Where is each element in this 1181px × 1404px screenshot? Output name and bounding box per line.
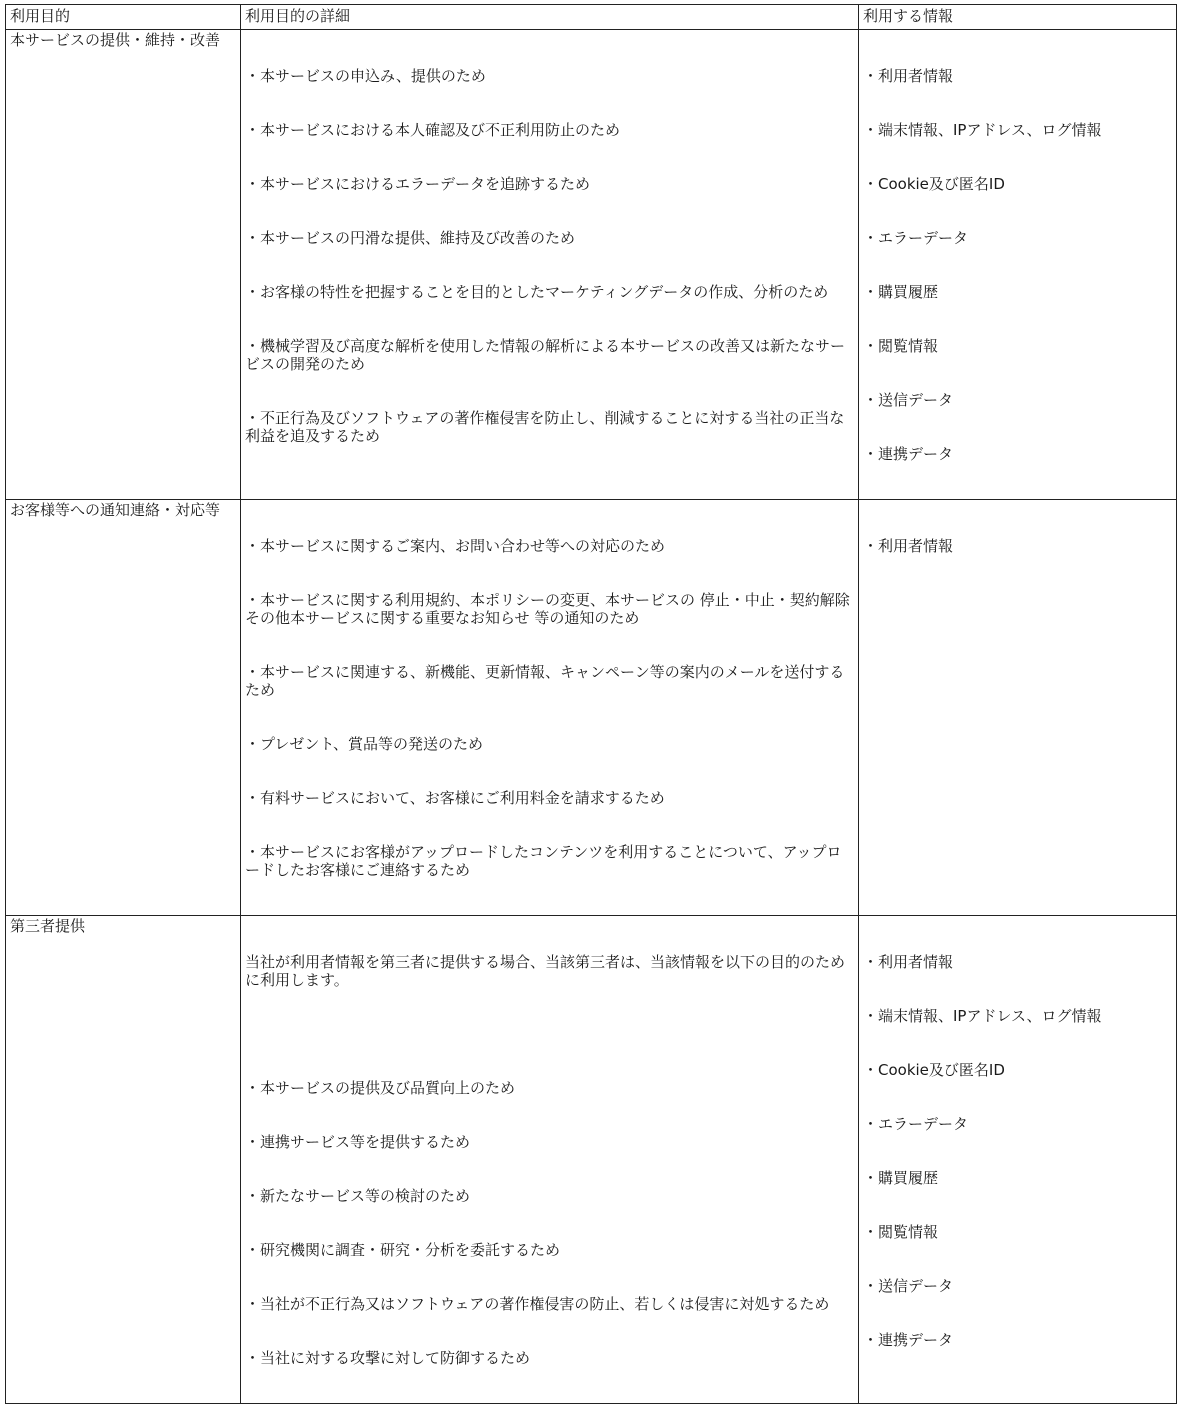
detail-item: ・本サービスに関連する、新機能、更新情報、キャンペーン等の案内のメールを送付するため xyxy=(245,663,845,699)
spacer xyxy=(245,1025,854,1043)
info-item: ・送信データ xyxy=(863,391,954,409)
info-item: ・Cookie及び匿名ID xyxy=(863,1061,1005,1079)
header-purpose: 利用目的 xyxy=(6,5,241,30)
info-item: ・購買履歴 xyxy=(863,283,939,301)
detail-item: ・連携サービス等を提供するため xyxy=(245,1133,471,1151)
info-item: ・閲覧情報 xyxy=(863,337,939,355)
info-item: ・エラーデータ xyxy=(863,229,969,247)
details-cell xyxy=(241,916,859,1404)
detail-item: ・本サービスに関するご案内、お問い合わせ等への対応のため xyxy=(245,537,666,555)
detail-item: ・本サービスにおける本人確認及び不正利用防止のため xyxy=(245,121,621,139)
details-cell xyxy=(241,500,859,916)
detail-intro: 当社が利用者情報を第三者に提供する場合、当該第三者は、当該情報を以下の目的のために利用します。 xyxy=(245,953,846,989)
header-row xyxy=(6,5,1177,30)
table-row xyxy=(6,500,1177,916)
info-item: ・利用者情報 xyxy=(863,67,954,85)
info-item: ・連携データ xyxy=(863,1331,954,1349)
header-details: 利用目的の詳細 xyxy=(241,5,859,30)
info-item: ・エラーデータ xyxy=(863,1115,969,1133)
detail-item: ・研究機関に調査・研究・分析を委託するため xyxy=(245,1241,561,1259)
info-cell xyxy=(859,30,1177,500)
info-item: ・送信データ xyxy=(863,1277,954,1295)
purpose-cell: 本サービスの提供・維持・改善 xyxy=(6,30,241,500)
detail-item: ・当社に対する攻撃に対して防御するため xyxy=(245,1349,531,1367)
info-item: ・端末情報、IPアドレス、ログ情報 xyxy=(863,1007,1102,1025)
header-info: 利用する情報 xyxy=(859,5,1177,30)
table-row xyxy=(6,916,1177,1404)
info-item: ・利用者情報 xyxy=(863,953,954,971)
purpose-cell: お客様等への通知連絡・対応等 xyxy=(6,500,241,916)
details-cell xyxy=(241,30,859,500)
purpose-cell: 第三者提供 xyxy=(6,916,241,1404)
privacy-purpose-table xyxy=(5,4,1177,1404)
info-cell xyxy=(859,500,1177,916)
detail-item: ・本サービスにお客様がアップロードしたコンテンツを利用することについて、アップロードしたお客様にご連絡するため xyxy=(245,843,842,879)
info-item: ・閲覧情報 xyxy=(863,1223,939,1241)
table-row xyxy=(6,30,1177,500)
info-item: ・購買履歴 xyxy=(863,1169,939,1187)
detail-item: ・本サービスの提供及び品質向上のため xyxy=(245,1079,516,1097)
detail-item: ・プレゼント、賞品等の発送のため xyxy=(245,735,484,753)
detail-item: ・お客様の特性を把握することを目的としたマーケティングデータの作成、分析のため xyxy=(245,283,829,301)
detail-item: ・有料サービスにおいて、お客様にご利用料金を請求するため xyxy=(245,789,665,807)
detail-item: ・本サービスに関する利用規約、本ポリシーの変更、本サービスの 停止・中止・契約解除その他本サービスに関する重要なお知らせ 等の通知のため xyxy=(245,591,850,627)
info-cell xyxy=(859,916,1177,1404)
info-item: ・利用者情報 xyxy=(863,537,954,555)
detail-item: ・本サービスの申込み、提供のため xyxy=(245,67,486,85)
detail-item: ・新たなサービス等の検討のため xyxy=(245,1187,471,1205)
detail-item: ・機械学習及び高度な解析を使用した情報の解析による本サービスの改善又は新たなサービスの開発のため xyxy=(245,337,846,373)
info-item: ・連携データ xyxy=(863,445,954,463)
detail-item: ・当社が不正行為又はソフトウェアの著作権侵害の防止、若しくは侵害に対処するため xyxy=(245,1295,830,1313)
detail-item: ・不正行為及びソフトウェアの著作権侵害を防止し、削減することに対する当社の正当な利益を追及するため xyxy=(245,409,845,445)
info-item: ・端末情報、IPアドレス、ログ情報 xyxy=(863,121,1102,139)
info-item: ・Cookie及び匿名ID xyxy=(863,175,1005,193)
detail-item: ・本サービスにおけるエラーデータを追跡するため xyxy=(245,175,591,193)
detail-item: ・本サービスの円滑な提供、維持及び改善のため xyxy=(245,229,576,247)
